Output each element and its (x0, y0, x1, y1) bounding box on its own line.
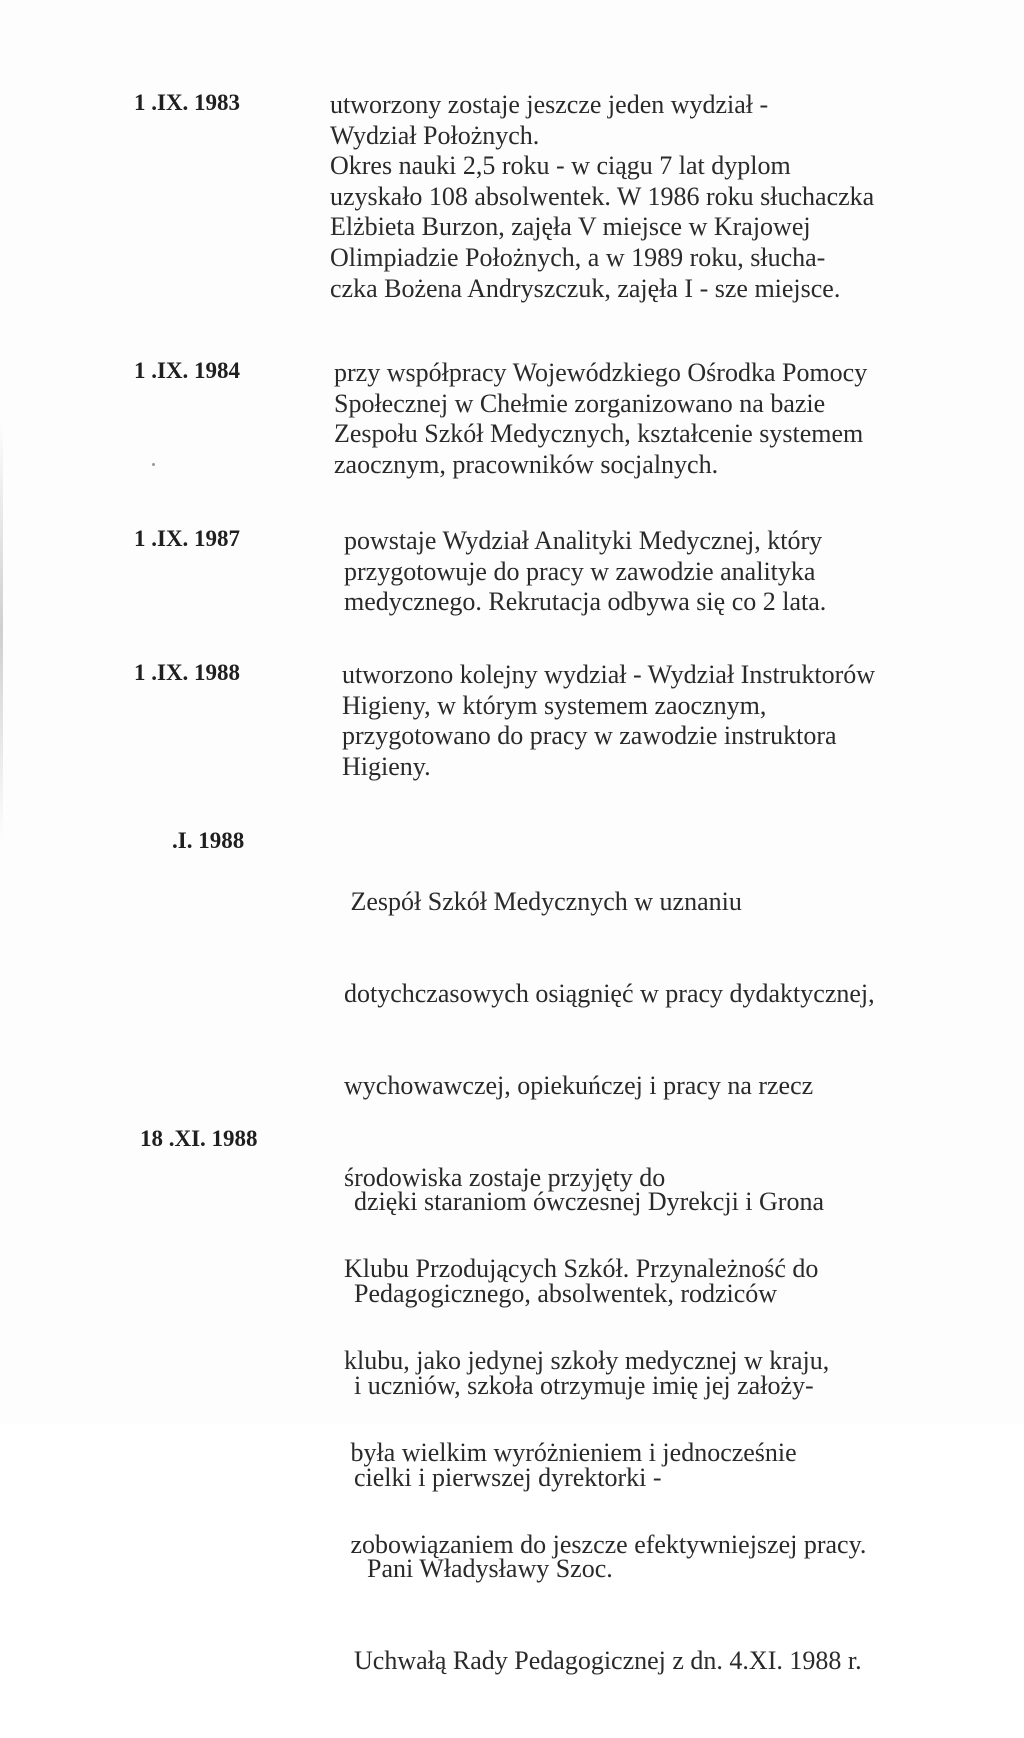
entry-text (354, 1126, 862, 1738)
text-line: medycznego. Rekrutacja odbywa się co 2 lata. (344, 587, 827, 617)
text-line: zaocznym, pracowników socjalnych. (334, 449, 719, 479)
text-line: przygotowuje do pracy w zawodzie analityka (344, 556, 816, 586)
text-line: uzyskało 108 absolwentek. W 1986 roku słuchaczka (330, 181, 875, 211)
entry-date: 1 .IX. 1984 (134, 358, 241, 383)
entry-date: 1 .IX. 1983 (134, 90, 241, 115)
text-line: czka Bożena Andryszczuk, zajęła I - sze miejsce. (330, 273, 841, 303)
text-line: Zespół Szkół Medycznych w uznaniu (344, 887, 742, 917)
text-line: wychowawczej, opiekuńczej i pracy na rzecz (344, 1070, 814, 1100)
text-line: Pani Władysławy Szoc. (354, 1554, 613, 1584)
text-line: cielki i pierwszej dyrektorki - (354, 1462, 662, 1492)
entry-text (334, 358, 867, 480)
text-line: przy współpracy Wojewódzkiego Ośrodka Pomocy (334, 358, 868, 387)
text-line: dotychczasowych osiągnięć w pracy dydaktycznej, (344, 978, 875, 1008)
text-line: Klubu Przodujących Szkół. Przynależność do (344, 1254, 819, 1284)
entry-date: 1 .IX. 1988 (134, 660, 241, 685)
text-line: Elżbieta Burzon, zajęła V miejsce w Krajowej (330, 212, 811, 242)
text-line: powstaje Wydział Analityki Medycznej, który (344, 526, 823, 555)
text-line: Higieny, w którym systemem zaocznym, (342, 690, 767, 720)
entry-date: 18 .XI. 1988 (140, 1126, 258, 1151)
text-line: Zespołu Szkół Medycznych, kształcenie systemem (334, 419, 864, 449)
text-line: Olimpiadzie Położnych, a w 1989 roku, słucha- (330, 242, 826, 272)
text-line: Okres nauki 2,5 roku - w ciągu 7 lat dyplom (330, 151, 791, 181)
entry-date: .I. 1988 (172, 828, 245, 853)
text-line: przygotowano do pracy w zawodzie instruktora (342, 721, 837, 751)
text-line: Społecznej w Chełmie zorganizowano na bazie (334, 388, 826, 418)
scan-speck (152, 463, 155, 466)
text-line: i uczniów, szkoła otrzymuje imię jej założy- (354, 1370, 814, 1400)
entry-text (344, 526, 826, 618)
entry-text (342, 660, 875, 782)
text-line: Wydział Położnych. (330, 120, 540, 150)
text-line: Higieny. (342, 751, 431, 781)
text-line: środowiska zostaje przyjęty do (344, 1162, 666, 1192)
text-line: utworzono kolejny wydział - Wydział Instruktorów (342, 660, 875, 689)
scan-edge-shadow (0, 420, 3, 840)
text-line: była wielkim wyróżnieniem i jednocześnie (344, 1437, 797, 1467)
text-line: Pedagogicznego, absolwentek, rodziców (354, 1278, 778, 1308)
text-line: klubu, jako jedynej szkoły medycznej w kraju, (344, 1346, 830, 1376)
text-line: utworzony zostaje jeszcze jeden wydział - (330, 90, 769, 119)
entry-date: 1 .IX. 1987 (134, 526, 241, 551)
text-line: Uchwałą Rady Pedagogicznej z dn. 4.XI. 1988 r. (354, 1646, 862, 1676)
text-line: dzięki staraniom ówczesnej Dyrekcji i Grona (354, 1187, 824, 1217)
entry-text (330, 90, 874, 304)
text-line: zobowiązaniem do jeszcze efektywniejszej pracy. (344, 1529, 867, 1559)
